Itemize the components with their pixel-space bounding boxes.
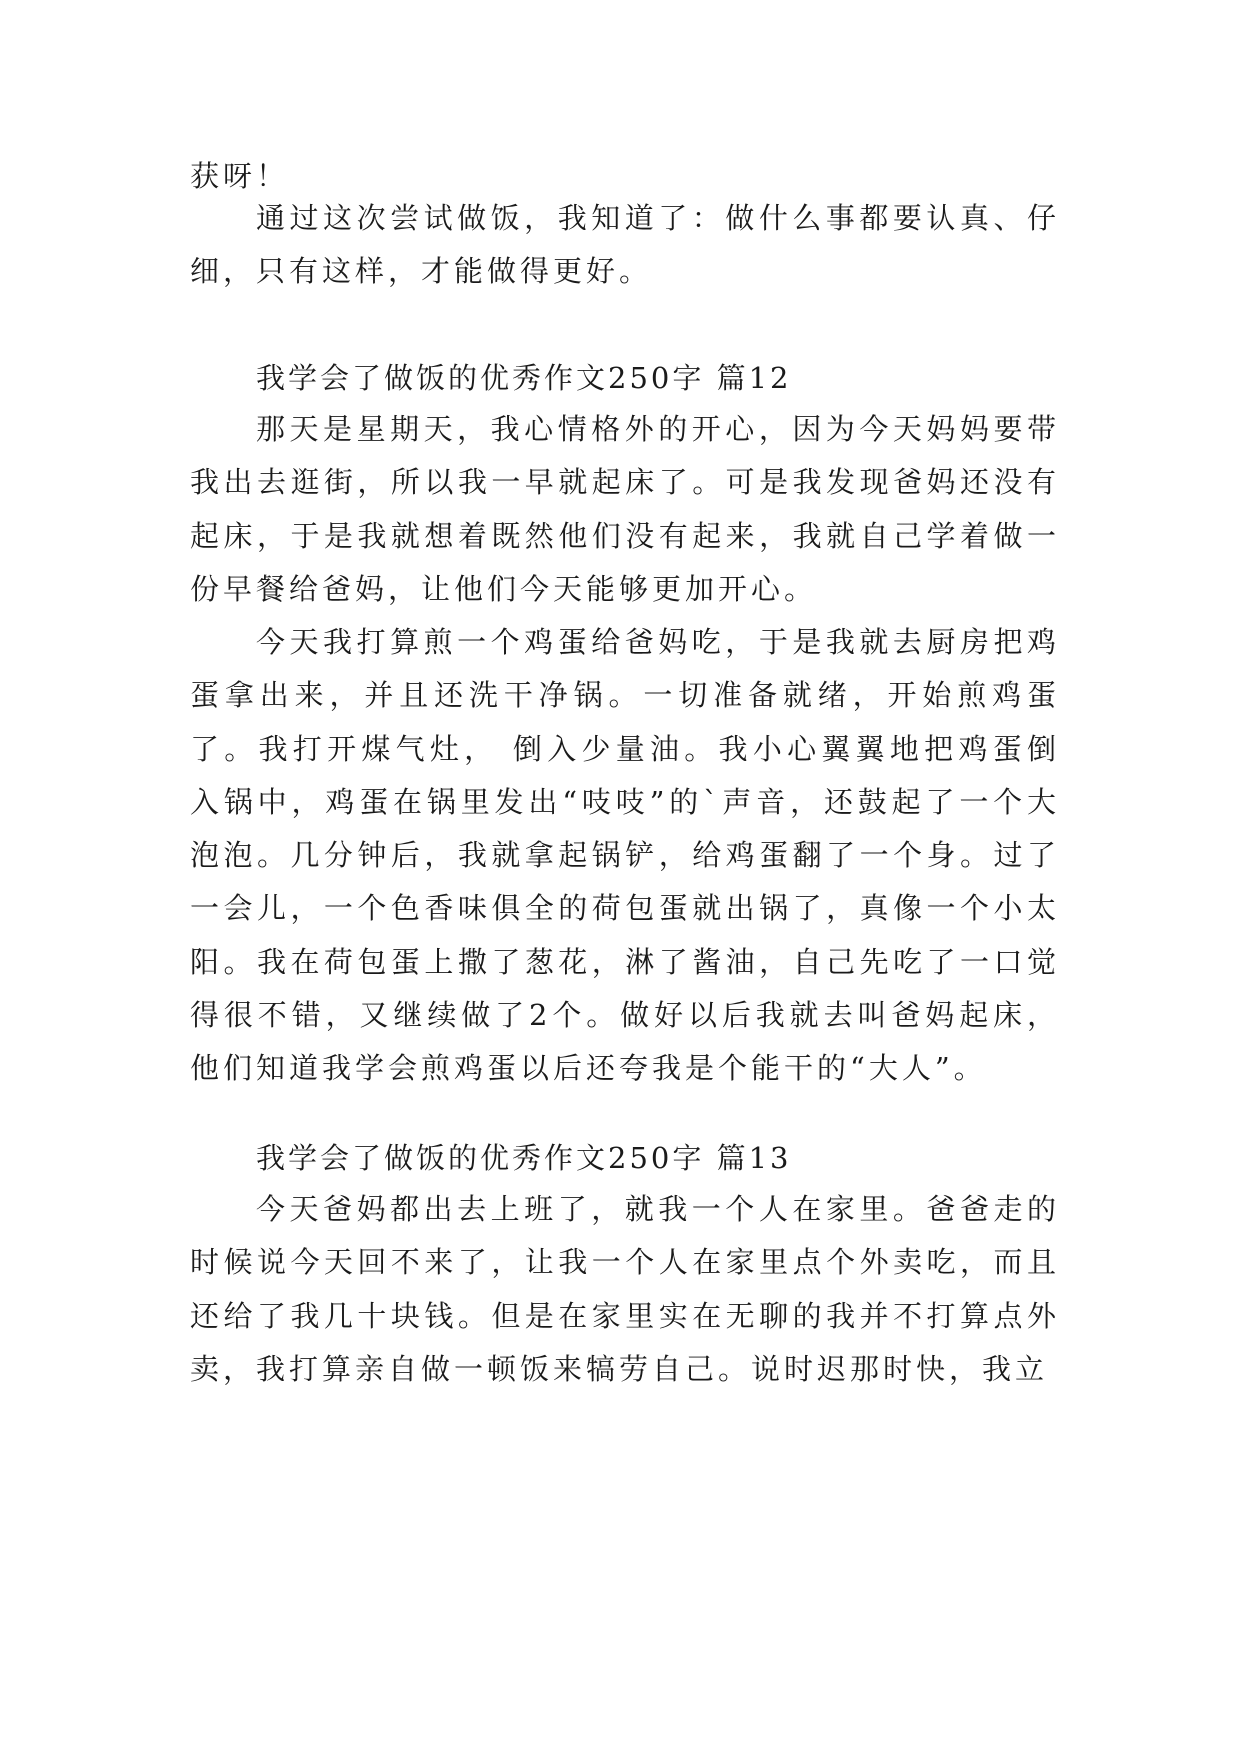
paragraph-13-1: 今天爸妈都出去上班了，就我一个人在家里。爸爸走的时候说今天回不来了，让我一个人在家里点个外卖吃，而且还给了我几十块钱。但是在家里实在无聊的我并不打算点外卖，我打算亲自做一顿饭来犒劳自己。说时迟那时快，我立: [190, 1192, 1060, 1386]
paragraph-continuation: 获呀！: [190, 159, 290, 193]
paragraph-conclusion: 通过这次尝试做饭，我知道了：做什么事都要认真、仔细，只有这样，才能做得更好。: [190, 201, 1060, 289]
paragraph-12-2: 今天我打算煎一个鸡蛋给爸妈吃，于是我就去厨房把鸡蛋拿出来，并且还洗干净锅。一切准备就绪，开始煎鸡蛋了。我打开煤气灶， 倒入少量油。我小心翼翼地把鸡蛋倒入锅中，鸡蛋在锅里发出“吱吱”的`声音，还鼓起了一个大泡泡。几分钟后，我就拿起锅铲，给鸡蛋翻了一个身。过了一会儿，一个色香味俱全的荷包蛋就出锅了，真像一个小太阳。我在荷包蛋上撒了葱花，淋了酱油，自己先吃了一口觉得很不错，又继续做了2个。做好以后我就去叫爸妈起床，他们知道我学会煎鸡蛋以后还夸我是个能干的“大人”。: [190, 625, 1060, 1086]
section-heading-13: 我学会了做饭的优秀作文250字 篇13: [256, 1141, 792, 1175]
paragraph-12-1: 那天是星期天，我心情格外的开心，因为今天妈妈要带我出去逛街，所以我一早就起床了。可是我发现爸妈还没有起床，于是我就想着既然他们没有起来，我就自己学着做一份早餐给爸妈，让他们今天能够更加开心。: [190, 412, 1060, 606]
section-heading-12: 我学会了做饭的优秀作文250字 篇12: [256, 361, 792, 395]
